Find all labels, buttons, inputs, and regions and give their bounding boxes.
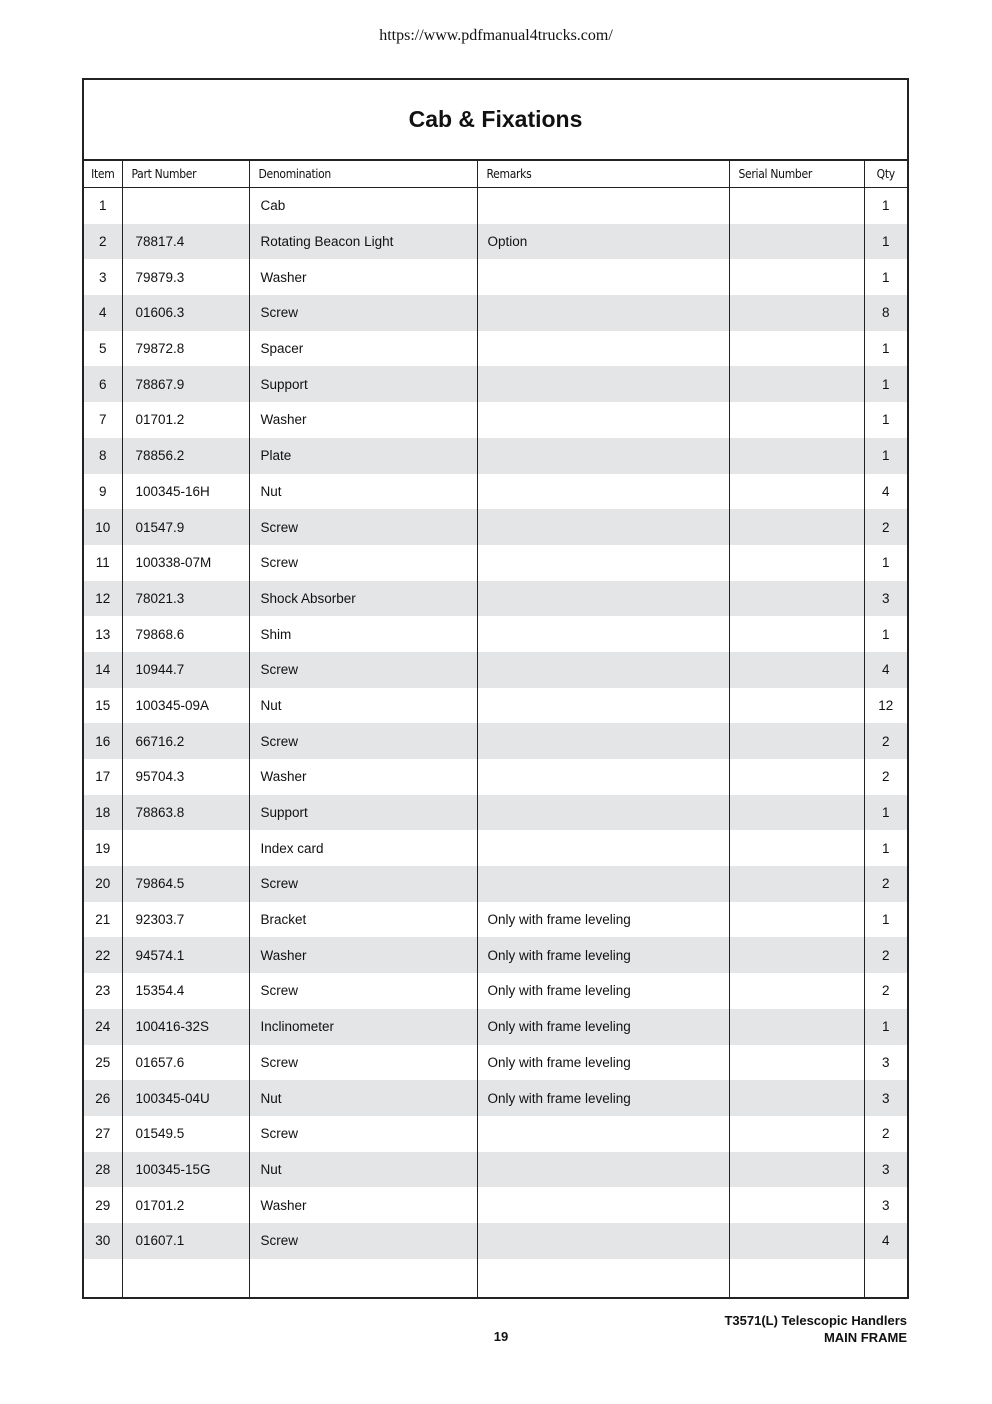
table-row (84, 1187, 907, 1223)
item-cell: 18 (84, 795, 122, 831)
denomination-cell: Shock Absorber (249, 581, 477, 617)
qty-cell: 1 (864, 902, 907, 938)
part-number-cell: 100338-07M (122, 545, 249, 581)
table-row (84, 188, 907, 224)
serial-number-cell (729, 795, 864, 831)
item-cell: 28 (84, 1152, 122, 1188)
table-row (84, 545, 907, 581)
denomination-cell: Plate (249, 438, 477, 474)
part-number-cell: 79864.5 (122, 866, 249, 902)
table-row (84, 723, 907, 759)
qty-cell: 1 (864, 366, 907, 402)
denomination-cell: Rotating Beacon Light (249, 224, 477, 260)
denomination-cell: Washer (249, 759, 477, 795)
qty-cell: 1 (864, 438, 907, 474)
empty-cell (84, 1259, 122, 1297)
qty-cell: 4 (864, 1223, 907, 1259)
item-cell: 12 (84, 581, 122, 617)
item-cell: 21 (95, 912, 111, 928)
serial-number-cell (729, 188, 864, 224)
part-number-cell: 01547.9 (122, 509, 249, 545)
part-number-cell: 100345-09A (122, 688, 249, 724)
table-row (84, 1045, 907, 1081)
serial-number-cell (729, 259, 864, 295)
column-header-qty: Qty (864, 161, 907, 188)
qty-cell: 1 (864, 830, 907, 866)
part-number-cell: 100416-32S (122, 1009, 249, 1045)
serial-number-cell (729, 723, 864, 759)
item-cell: 19 (95, 840, 111, 856)
serial-number-cell (729, 1080, 864, 1116)
qty-cell: 1 (864, 545, 907, 581)
empty-cell (122, 1259, 249, 1297)
table-header-row (84, 161, 907, 188)
part-number-cell: 100345-16H (122, 474, 249, 510)
table-row (84, 759, 907, 795)
denomination-cell: Bracket (249, 902, 477, 938)
item-cell: 8 (84, 438, 122, 474)
part-number-cell: 78867.9 (122, 366, 249, 402)
denomination-cell: Screw (249, 723, 477, 759)
table-row (84, 616, 907, 652)
qty-cell: 3 (864, 1080, 907, 1116)
remarks-cell (477, 402, 729, 438)
parts-table (84, 161, 907, 1297)
denomination-cell: Screw (249, 1045, 477, 1081)
empty-cell (864, 1259, 907, 1297)
part-number-cell: 94574.1 (122, 937, 249, 973)
item-cell: 3 (98, 269, 107, 285)
remarks-cell (477, 652, 729, 688)
serial-number-cell (729, 973, 864, 1009)
column-header-part-number: Part Number (122, 161, 249, 188)
serial-number-cell (729, 866, 864, 902)
item-cell: 20 (84, 866, 122, 902)
serial-number-cell (729, 438, 864, 474)
table-row (84, 1152, 907, 1188)
table-row (84, 937, 907, 973)
remarks-cell (477, 866, 729, 902)
table-row (84, 438, 907, 474)
remarks-cell (477, 1152, 729, 1188)
table-row (84, 259, 907, 295)
qty-cell: 12 (864, 688, 907, 724)
denomination-cell: Nut (249, 688, 477, 724)
remarks-cell (477, 830, 729, 866)
source-url[interactable]: https://www.pdfmanual4trucks.com/ (379, 27, 613, 44)
part-number-cell: 78817.4 (122, 224, 249, 260)
item-cell: 30 (84, 1223, 122, 1259)
footer-section: MAIN FRAME (823, 1330, 907, 1345)
footer-info (724, 1312, 907, 1346)
denomination-cell: Shim (249, 616, 477, 652)
empty-cell (249, 1259, 477, 1297)
table-row (84, 1116, 907, 1152)
serial-number-cell (729, 652, 864, 688)
serial-number-cell (729, 224, 864, 260)
remarks-cell (477, 581, 729, 617)
qty-cell: 2 (864, 509, 907, 545)
denomination-cell: Support (249, 795, 477, 831)
table-row (84, 866, 907, 902)
serial-number-cell (729, 759, 864, 795)
denomination-cell: Screw (249, 509, 477, 545)
qty-cell: 3 (864, 1152, 907, 1188)
part-number-cell: 01549.5 (122, 1116, 249, 1152)
part-number-cell (122, 188, 249, 224)
serial-number-cell (729, 1116, 864, 1152)
item-cell: 27 (95, 1126, 111, 1142)
part-number-cell: 10944.7 (122, 652, 249, 688)
item-cell: 26 (84, 1080, 122, 1116)
table-row (84, 581, 907, 617)
table-row (84, 688, 907, 724)
table-row (84, 1009, 907, 1045)
remarks-cell (477, 688, 729, 724)
empty-table-row (84, 1259, 907, 1297)
part-number-cell: 01606.3 (122, 295, 249, 331)
qty-cell: 2 (864, 723, 907, 759)
qty-cell: 1 (864, 188, 907, 224)
item-cell: 17 (95, 769, 111, 785)
qty-cell: 3 (864, 581, 907, 617)
part-number-cell: 78863.8 (122, 795, 249, 831)
part-number-cell: 92303.7 (122, 902, 249, 938)
part-number-cell: 78856.2 (122, 438, 249, 474)
table-row (84, 830, 907, 866)
remarks-cell (477, 759, 729, 795)
part-number-cell: 79868.6 (122, 616, 249, 652)
part-number-cell: 78021.3 (122, 581, 249, 617)
serial-number-cell (729, 331, 864, 367)
denomination-cell: Nut (249, 1080, 477, 1116)
denomination-cell: Washer (249, 1187, 477, 1223)
denomination-cell: Screw (249, 652, 477, 688)
part-number-cell: 15354.4 (122, 973, 249, 1009)
item-cell: 6 (84, 366, 122, 402)
remarks-cell (477, 259, 729, 295)
table-row (84, 1080, 907, 1116)
remarks-cell (477, 1223, 729, 1259)
serial-number-cell (729, 1187, 864, 1223)
denomination-cell: Screw (249, 545, 477, 581)
serial-number-cell (729, 830, 864, 866)
qty-cell: 4 (864, 474, 907, 510)
denomination-cell: Inclinometer (249, 1009, 477, 1045)
part-number-cell: 01701.2 (122, 1187, 249, 1223)
serial-number-cell (729, 1152, 864, 1188)
qty-cell: 8 (864, 295, 907, 331)
serial-number-cell (729, 581, 864, 617)
qty-cell: 2 (864, 1116, 907, 1152)
column-header-serial-number: Serial Number (729, 161, 864, 188)
remarks-cell (477, 188, 729, 224)
page-number: 19 (493, 1329, 509, 1344)
qty-cell: 1 (864, 402, 907, 438)
item-cell: 16 (84, 723, 122, 759)
denomination-cell: Index card (249, 830, 477, 866)
part-number-cell (122, 830, 249, 866)
table-row (84, 795, 907, 831)
denomination-cell: Cab (249, 188, 477, 224)
serial-number-cell (729, 545, 864, 581)
remarks-cell (477, 616, 729, 652)
denomination-cell: Screw (249, 973, 477, 1009)
serial-number-cell (729, 474, 864, 510)
denomination-cell: Screw (249, 1223, 477, 1259)
table-row (84, 902, 907, 938)
remarks-cell: Only with frame leveling (477, 1045, 729, 1081)
table-row (84, 295, 907, 331)
remarks-cell: Only with frame leveling (477, 973, 729, 1009)
part-number-cell: 79879.3 (122, 259, 249, 295)
column-header-remarks: Remarks (477, 161, 729, 188)
denomination-cell: Spacer (249, 331, 477, 367)
qty-cell: 1 (864, 259, 907, 295)
table-row (84, 973, 907, 1009)
qty-cell: 2 (864, 973, 907, 1009)
remarks-cell: Only with frame leveling (477, 1009, 729, 1045)
qty-cell: 1 (864, 1009, 907, 1045)
denomination-cell: Nut (249, 1152, 477, 1188)
part-number-cell: 01701.2 (122, 402, 249, 438)
parts-list-frame (82, 78, 909, 1299)
remarks-cell (477, 331, 729, 367)
serial-number-cell (729, 616, 864, 652)
denomination-cell: Screw (249, 1116, 477, 1152)
remarks-cell (477, 295, 729, 331)
serial-number-cell (729, 295, 864, 331)
part-number-cell: 01657.6 (122, 1045, 249, 1081)
remarks-cell (477, 545, 729, 581)
denomination-cell: Washer (249, 259, 477, 295)
table-row (84, 224, 907, 260)
remarks-cell: Only with frame leveling (477, 1080, 729, 1116)
part-number-cell: 79872.8 (122, 331, 249, 367)
footer-model: T3571(L) Telescopic Handlers (724, 1313, 907, 1328)
remarks-cell (477, 366, 729, 402)
remarks-cell: Option (477, 224, 729, 260)
table-row (84, 366, 907, 402)
remarks-cell (477, 1187, 729, 1223)
item-cell: 4 (84, 295, 122, 331)
item-cell: 22 (84, 937, 122, 973)
remarks-cell (477, 723, 729, 759)
qty-cell: 3 (864, 1045, 907, 1081)
item-cell: 13 (95, 626, 111, 642)
remarks-cell: Only with frame leveling (477, 902, 729, 938)
serial-number-cell (729, 402, 864, 438)
parts-table-body (84, 188, 907, 1297)
table-row (84, 402, 907, 438)
empty-cell (729, 1259, 864, 1297)
item-cell: 1 (98, 198, 107, 214)
part-number-cell: 01607.1 (122, 1223, 249, 1259)
denomination-cell: Washer (249, 402, 477, 438)
serial-number-cell (729, 902, 864, 938)
item-cell: 29 (95, 1197, 111, 1213)
item-cell: 23 (95, 983, 111, 999)
qty-cell: 2 (864, 937, 907, 973)
part-number-cell: 66716.2 (122, 723, 249, 759)
remarks-cell (477, 474, 729, 510)
denomination-cell: Screw (249, 295, 477, 331)
serial-number-cell (729, 937, 864, 973)
qty-cell: 3 (864, 1187, 907, 1223)
qty-cell: 1 (864, 224, 907, 260)
qty-cell: 2 (864, 759, 907, 795)
table-row (84, 331, 907, 367)
item-cell: 24 (84, 1009, 122, 1045)
remarks-cell: Only with frame leveling (477, 937, 729, 973)
part-number-cell: 95704.3 (122, 759, 249, 795)
column-header-item: Item (84, 161, 122, 188)
serial-number-cell (729, 688, 864, 724)
remarks-cell (477, 795, 729, 831)
qty-cell: 4 (864, 652, 907, 688)
table-row (84, 1223, 907, 1259)
item-cell: 25 (95, 1054, 111, 1070)
item-cell: 15 (95, 697, 111, 713)
item-cell: 2 (84, 224, 122, 260)
remarks-cell (477, 1116, 729, 1152)
part-number-cell: 100345-15G (122, 1152, 249, 1188)
serial-number-cell (729, 1045, 864, 1081)
table-row (84, 509, 907, 545)
qty-cell: 1 (864, 616, 907, 652)
denomination-cell: Washer (249, 937, 477, 973)
item-cell: 11 (95, 555, 110, 571)
page-title: Cab & Fixations (84, 80, 907, 161)
item-cell: 9 (98, 483, 107, 499)
denomination-cell: Screw (249, 866, 477, 902)
table-row (84, 474, 907, 510)
table-row (84, 652, 907, 688)
item-cell: 14 (84, 652, 122, 688)
remarks-cell (477, 438, 729, 474)
item-cell: 5 (98, 341, 107, 357)
empty-cell (477, 1259, 729, 1297)
remarks-cell (477, 509, 729, 545)
serial-number-cell (729, 1223, 864, 1259)
column-header-denomination: Denomination (249, 161, 477, 188)
item-cell: 7 (98, 412, 107, 428)
serial-number-cell (729, 366, 864, 402)
serial-number-cell (729, 1009, 864, 1045)
denomination-cell: Nut (249, 474, 477, 510)
item-cell: 10 (84, 509, 122, 545)
denomination-cell: Support (249, 366, 477, 402)
qty-cell: 2 (864, 866, 907, 902)
qty-cell: 1 (864, 795, 907, 831)
part-number-cell: 100345-04U (122, 1080, 249, 1116)
qty-cell: 1 (864, 331, 907, 367)
serial-number-cell (729, 509, 864, 545)
